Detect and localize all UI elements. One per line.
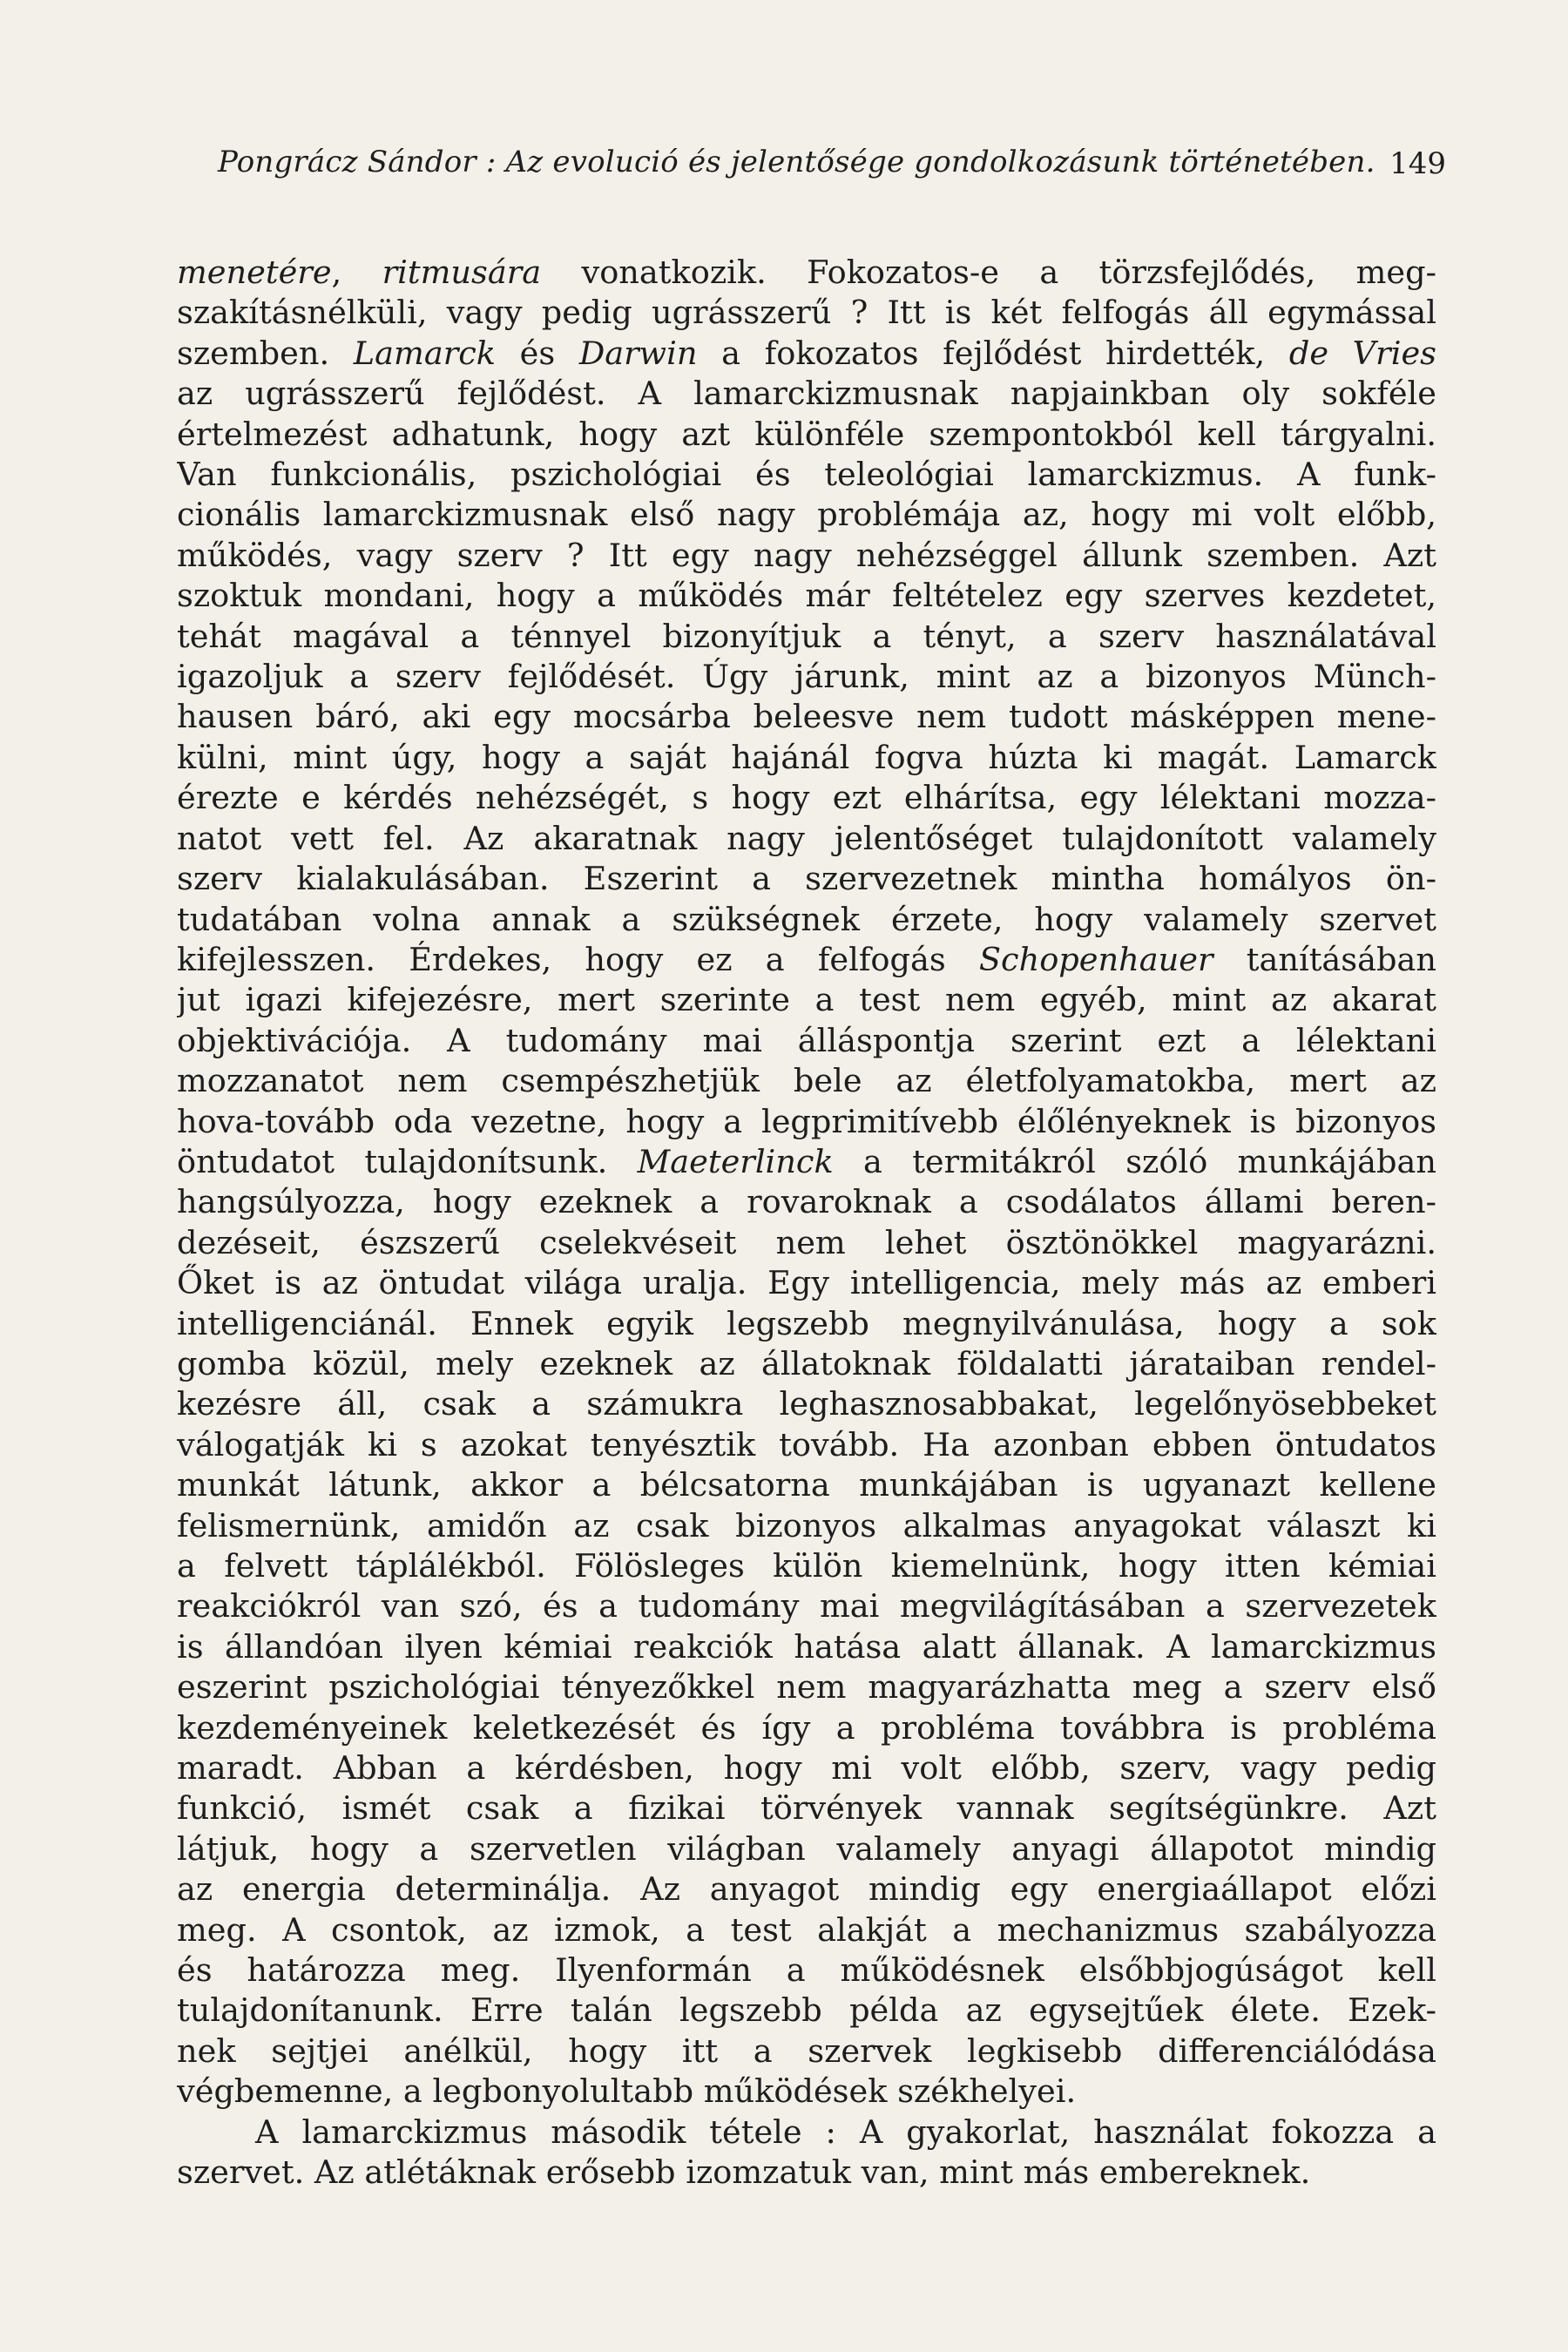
text-line: tehát magával a ténnyel bizonyítjuk a tényt, a szerv használatával xyxy=(177,617,1436,655)
text-line: tudatában volna annak a szükségnek érzete, hogy valamely szervet xyxy=(177,900,1436,938)
text-line: objektivációja. A tudomány mai álláspontja szerint ezt a lélektani xyxy=(177,1021,1436,1059)
text-line: A lamarckizmus második tétele : A gyakorlat, használat fokozza a xyxy=(255,2112,1436,2151)
text-line: reakciókról van szó, és a tudomány mai megvilágításában a szervezetek xyxy=(177,1587,1436,1625)
text-line: kezésre áll, csak a számukra leghasznosabbakat, legelőnyösebbeket xyxy=(177,1385,1436,1423)
text-line: Van funkcionális, pszichológiai és teleológiai lamarckizmus. A funk- xyxy=(177,456,1436,494)
text-line: kezdeményeinek keletkezését és így a probléma továbbra is probléma xyxy=(177,1708,1436,1747)
text-line: hausen báró, aki egy mocsárba beleesve nem tudott másképpen mene- xyxy=(177,698,1436,736)
text-line: értelmezést adhatunk, hogy azt különféle szempontokból kell tárgyalni. xyxy=(177,415,1436,453)
text-line: szakításnélküli, vagy pedig ugrásszerű ? Itt is két felfogás áll egymással xyxy=(177,294,1436,332)
text-line: szoktuk mondani, hogy a működés már feltételez egy szerves kezdetet, xyxy=(177,577,1436,615)
text-line: natot vett fel. Az akaratnak nagy jelentőséget tulajdonított valamely xyxy=(177,819,1436,857)
text-line: gomba közül, mely ezeknek az állatoknak földalatti járataiban rendel- xyxy=(177,1344,1436,1382)
text-line: az ugrásszerű fejlődést. A lamarckizmusnak napjainkban oly sokféle xyxy=(177,375,1436,413)
text-line: szemben. Lamarck és Darwin a fokozatos fejlődést hirdették, de Vries xyxy=(177,334,1436,372)
text-line: az energia determinálja. Az anyagot mindig egy energiaállapot előzi xyxy=(177,1870,1436,1909)
text-line: és határozza meg. Ilyenformán a működésnek elsőbbjogúságot kell xyxy=(177,1951,1436,1990)
text-line: válogatják ki s azokat tenyésztik tovább. Ha azonban ebben öntudatos xyxy=(177,1425,1436,1463)
text-line: intelligenciánál. Ennek egyik legszebb megnyilvánulása, hogy a sok xyxy=(177,1304,1436,1342)
text-line: mozzanatot nem csempészhetjük bele az életfolyamatokba, mert az xyxy=(177,1062,1436,1100)
text-line: menetére, ritmusára vonatkozik. Fokozatos-e a törzsfejlődés, meg- xyxy=(177,253,1436,291)
text-line: munkát látunk, akkor a bélcsatorna munkájában is ugyanazt kellene xyxy=(177,1466,1436,1504)
text-line: meg. A csontok, az izmok, a test alakját a mechanizmus szabályozza xyxy=(177,1910,1436,1949)
text-line: is állandóan ilyen kémiai reakciók hatása alatt állanak. A lamarckizmus xyxy=(177,1627,1436,1666)
text-line: jut igazi kifejezésre, mert szerinte a test nem egyéb, mint az akarat xyxy=(177,981,1436,1019)
text-line: dezéseit, észszerű cselekvéseit nem lehet ösztönökkel magyarázni. xyxy=(177,1223,1436,1261)
text-line: külni, mint úgy, hogy a saját hajánál fogva húzta ki magát. Lamarck xyxy=(177,738,1436,776)
text-line: kifejlesszen. Érdekes, hogy ez a felfogás Schopenhauer tanításában xyxy=(177,940,1436,978)
text-line: a felvett táplálékból. Fölösleges külön kiemelnünk, hogy itten kémiai xyxy=(177,1547,1436,1585)
text-line: felismernünk, amidőn az csak bizonyos alkalmas anyagokat választ ki xyxy=(177,1506,1436,1544)
text-line: igazoljuk a szerv fejlődését. Úgy járunk, mint az a bizonyos Münch- xyxy=(177,658,1436,696)
text-line: Őket is az öntudat világa uralja. Egy intelligencia, mely más az emberi xyxy=(177,1264,1436,1302)
text-line: funkció, ismét csak a fizikai törvények vannak segítségünkre. Azt xyxy=(177,1789,1436,1828)
running-head-title: Pongrácz Sándor : Az evolució és jelentősége gondolkozásunk történetében. xyxy=(218,145,1375,179)
text-line: hova-tovább oda vezetne, hogy a legprimitívebb élőlényeknek is bizonyos xyxy=(177,1102,1436,1140)
text-line: cionális lamarckizmusnak első nagy problémája az, hogy mi volt előbb, xyxy=(177,496,1436,534)
text-line: hangsúlyozza, hogy ezeknek a rovaroknak a csodálatos állami beren- xyxy=(177,1183,1436,1221)
text-line: működés, vagy szerv ? Itt egy nagy nehézséggel állunk szemben. Azt xyxy=(177,536,1436,574)
page-number: 149 xyxy=(1389,146,1446,181)
running-header xyxy=(174,145,1446,190)
text-line: látjuk, hogy a szervetlen világban valamely anyagi állapotot mindig xyxy=(177,1829,1436,1868)
text-line: tulajdonítanunk. Erre talán legszebb példa az egysejtűek élete. Ezek- xyxy=(177,1991,1436,2030)
text-line: nek sejtjei anélkül, hogy itt a szervek legkisebb differenciálódása xyxy=(177,2031,1436,2070)
text-line: végbemenne, a legbonyolultabb működések székhelyei. xyxy=(177,2072,1077,2111)
text-line: érezte e kérdés nehézségét, s hogy ezt elhárítsa, egy lélektani mozza- xyxy=(177,779,1436,817)
body-text xyxy=(177,253,1436,2193)
text-line: szervet. Az atlétáknak erősebb izomzatuk van, mint más embereknek. xyxy=(177,2153,1311,2192)
text-line: öntudatot tulajdonítsunk. Maeterlinck a termitákról szóló munkájában xyxy=(177,1142,1436,1180)
text-line: szerv kialakulásában. Eszerint a szervezetnek mintha homályos ön- xyxy=(177,860,1436,898)
text-line: maradt. Abban a kérdésben, hogy mi volt előbb, szerv, vagy pedig xyxy=(177,1749,1436,1788)
text-line: eszerint pszichológiai tényezőkkel nem magyarázhatta meg a szerv első xyxy=(177,1668,1436,1707)
